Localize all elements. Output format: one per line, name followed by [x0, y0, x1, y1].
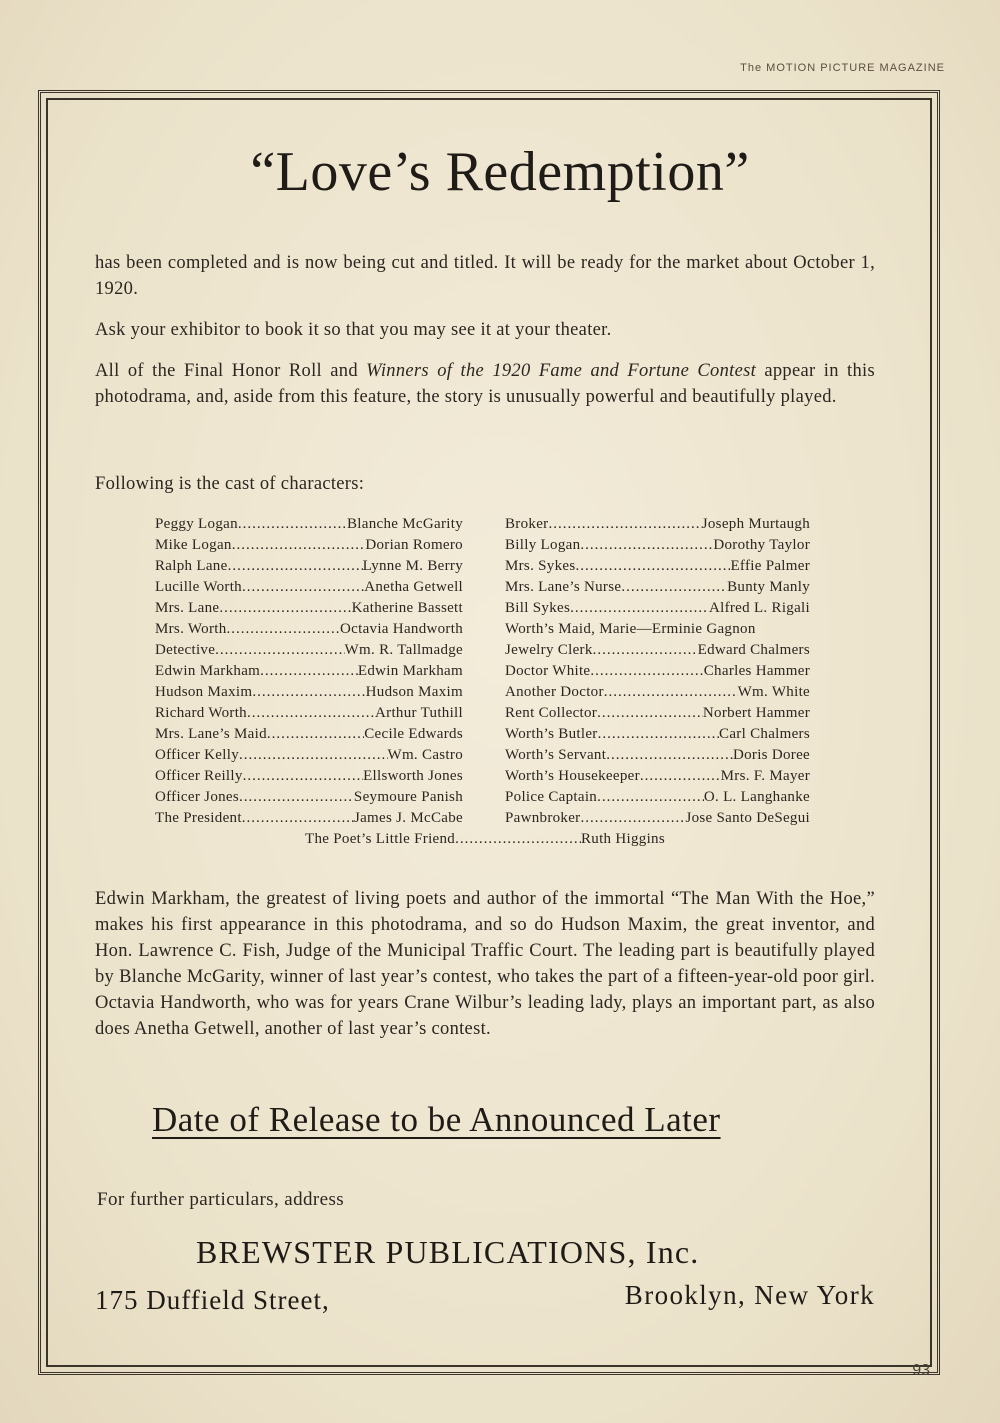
- cast-row: [505, 514, 810, 535]
- cast-role: Edwin Markham: [155, 663, 261, 679]
- cast-role: Ralph Lane: [155, 558, 228, 574]
- cast-row: [155, 703, 463, 724]
- leader-dots: [580, 808, 685, 829]
- cast-row-center: [305, 829, 665, 850]
- cast-role: Jewelry Clerk: [505, 642, 593, 658]
- cast-role: Pawnbroker: [505, 810, 581, 826]
- cast-actor: James J. McCabe: [353, 810, 463, 826]
- cast-actor: Dorothy Taylor: [713, 537, 810, 553]
- cast-role: Peggy Logan: [155, 516, 238, 532]
- cast-row: [155, 787, 463, 808]
- cast-row: [505, 682, 810, 703]
- cast-role: Hudson Maxim: [155, 684, 253, 700]
- cast-actor: Edward Chalmers: [697, 642, 810, 658]
- cast-actor: Seymoure Panish: [353, 789, 463, 805]
- leader-dots: [597, 703, 703, 724]
- cast-row: [155, 766, 463, 787]
- cast-role: Mrs. Worth: [155, 621, 227, 637]
- cast-actor: Blanche McGarity: [346, 516, 463, 532]
- cast-row: [505, 661, 810, 682]
- cast-row: [505, 703, 810, 724]
- cast-list-right: [505, 514, 810, 829]
- markham-paragraph: Edwin Markham, the greatest of living poets and author of the immortal “The Man With the Hoe,” makes his first appearance in this photodrama, and so do Hudson Maxim, the great inventor, and Hon. Lawrence C. Fish, Judge of the Municipal Traffic Court. The leading part is beautifully played by Blanche McGarity, winner of last year’s contest, who takes the part of a fifteen-year-old poor girl. Octavia Handworth, who was for years Crane Wilbur’s leading lady, plays an important part, as also does Anetha Getwell, another of last year’s contest.: [95, 889, 875, 1039]
- leader-dots: [598, 724, 719, 745]
- cast-role: Mike Logan: [155, 537, 232, 553]
- cast-row: [505, 556, 810, 577]
- cast-role: Rent Collector: [505, 705, 598, 721]
- cast-row: [155, 661, 463, 682]
- intro-paragraph-2: Ask your exhibitor to book it so that you may see it at your theater.: [95, 320, 612, 340]
- leader-dots: [621, 577, 727, 598]
- cast-row: [155, 556, 463, 577]
- leader-dots: [242, 808, 354, 829]
- magazine-masthead: The MOTION PICTURE MAGAZINE: [740, 62, 945, 74]
- leader-dots: [252, 682, 365, 703]
- cast-actor: Katherine Bassett: [351, 600, 463, 616]
- cast-actor: Doris Doree: [732, 747, 810, 763]
- further-particulars: For further particulars, address: [97, 1189, 345, 1210]
- cast-row: [155, 724, 463, 745]
- cast-role: Officer Jones: [155, 789, 240, 805]
- cast-list-left: [155, 514, 463, 829]
- cast-actor: Joseph Murtaugh: [701, 516, 810, 532]
- leader-dots: [238, 514, 347, 535]
- cast-row: [155, 514, 463, 535]
- cast-role: Richard Worth: [155, 705, 247, 721]
- cast-role: Officer Reilly: [155, 768, 243, 784]
- release-notice: Date of Release to be Announced Later: [152, 1100, 721, 1139]
- cast-row: [505, 745, 810, 766]
- cast-role: Worth’s Servant: [505, 747, 607, 763]
- leader-dots: [576, 556, 731, 577]
- cast-row: [505, 787, 810, 808]
- cast-role: Lucille Worth: [155, 579, 242, 595]
- cast-actor: Dorian Romero: [365, 537, 463, 553]
- intro-paragraph-3: [95, 358, 875, 410]
- cast-role: Billy Logan: [505, 537, 581, 553]
- leader-dots: [640, 766, 721, 787]
- cast-actor: Charles Hammer: [703, 663, 810, 679]
- cast-role: Officer Kelly: [155, 747, 240, 763]
- cast-actor: Norbert Hammer: [702, 705, 810, 721]
- leader-dots: [597, 787, 704, 808]
- leader-dots: [232, 535, 366, 556]
- cast-actor: Octavia Handworth: [340, 621, 463, 637]
- cast-role: Detective: [155, 642, 216, 658]
- cast-row: [155, 577, 463, 598]
- leader-dots: [606, 745, 733, 766]
- cast-role: Police Captain: [505, 789, 598, 805]
- cast-actor: O. L. Langhanke: [703, 789, 810, 805]
- cast-actor: Wm. R. Tallmadge: [344, 642, 463, 658]
- ad-title: “Love’s Redemption”: [250, 141, 750, 203]
- cast-actor: Effie Palmer: [730, 558, 810, 574]
- cast-actor: Mrs. F. Mayer: [720, 768, 810, 784]
- cast-row: [155, 808, 463, 829]
- leader-dots: [227, 619, 340, 640]
- leader-dots: [580, 535, 713, 556]
- street-address: 175 Duffield Street,: [95, 1285, 330, 1315]
- cast-row: [155, 619, 463, 640]
- company-name: BREWSTER PUBLICATIONS, Inc.: [196, 1234, 700, 1270]
- cast-actor: Bunty Manly: [727, 579, 810, 595]
- cast-role: Bill Sykes: [505, 600, 571, 616]
- intro-paragraph-3-start: All of the Final Honor Roll and: [95, 361, 367, 381]
- cast-role: Worth’s Maid, Marie: [505, 621, 637, 637]
- cast-row: [155, 745, 463, 766]
- cast-row: [155, 598, 463, 619]
- cast-role: Mrs. Lane’s Nurse: [505, 579, 622, 595]
- cast-actor: Arthur Tuthill: [375, 705, 463, 721]
- page-number: 93: [912, 1362, 930, 1379]
- leader-dots: [228, 556, 363, 577]
- cast-separator: —: [636, 621, 652, 637]
- intro-paragraph-1: has been completed and is now being cut and titled. It will be ready for the market about October 1, 1920.: [95, 253, 875, 299]
- cast-heading: Following is the cast of characters:: [95, 474, 365, 494]
- cast-role: Worth’s Housekeeper: [505, 768, 640, 784]
- city-address: Brooklyn, New York: [624, 1280, 875, 1310]
- cast-role: Mrs. Lane’s Maid: [155, 726, 267, 742]
- intro-paragraph-3-end: appear in this photodrama, and, aside from this feature, the story is unusually powerful and beautifully played.: [95, 361, 875, 407]
- cast-actor: Hudson Maxim: [365, 684, 463, 700]
- cast-role: Doctor White: [505, 663, 591, 679]
- cast-row: [505, 577, 810, 598]
- cast-role: Worth’s Butler: [505, 726, 598, 742]
- leader-dots: [242, 577, 364, 598]
- cast-actor: Lynne M. Berry: [362, 558, 463, 574]
- cast-row: [505, 640, 810, 661]
- cast-actor: Erminie Gagnon: [651, 621, 756, 637]
- cast-actor: Carl Chalmers: [719, 726, 810, 742]
- leader-dots: [239, 745, 387, 766]
- cast-row: [505, 535, 810, 556]
- leader-dots: [260, 661, 358, 682]
- leader-dots: [247, 703, 375, 724]
- cast-actor: Wm. Castro: [387, 747, 463, 763]
- cast-actor: Wm. White: [737, 684, 810, 700]
- cast-row: [155, 535, 463, 556]
- cast-actor: Cecile Edwards: [364, 726, 463, 742]
- cast-actor: Anetha Getwell: [364, 579, 463, 595]
- cast-role: The President: [155, 810, 242, 826]
- cast-row: [505, 724, 810, 745]
- contest-name: Winners of the 1920 Fame and Fortune Contest: [366, 361, 757, 381]
- cast-actor: Ellsworth Jones: [363, 768, 463, 784]
- leader-dots: [590, 661, 703, 682]
- leader-dots: [593, 640, 698, 661]
- cast-row: [155, 682, 463, 703]
- cast-row: [505, 619, 810, 640]
- leader-dots: [215, 640, 344, 661]
- cast-row: [155, 640, 463, 661]
- leader-dots: [570, 598, 709, 619]
- leader-dots: [604, 682, 738, 703]
- cast-role: The Poet’s Little Friend: [305, 831, 456, 847]
- cast-actor: Alfred L. Rigali: [708, 600, 810, 616]
- cast-row: [505, 808, 810, 829]
- leader-dots: [239, 787, 354, 808]
- leader-dots: [455, 829, 581, 850]
- cast-actor: Ruth Higgins: [580, 831, 665, 847]
- cast-row: [505, 598, 810, 619]
- cast-role: Mrs. Sykes: [505, 558, 576, 574]
- cast-role: Another Doctor: [505, 684, 604, 700]
- cast-actor: Jose Santo DeSegui: [685, 810, 810, 826]
- cast-role: Mrs. Lane: [155, 600, 220, 616]
- cast-role: Broker: [505, 516, 549, 532]
- leader-dots: [267, 724, 364, 745]
- leader-dots: [219, 598, 351, 619]
- leader-dots: [548, 514, 701, 535]
- cast-row: [505, 766, 810, 787]
- cast-actor: Edwin Markham: [357, 663, 463, 679]
- leader-dots: [243, 766, 363, 787]
